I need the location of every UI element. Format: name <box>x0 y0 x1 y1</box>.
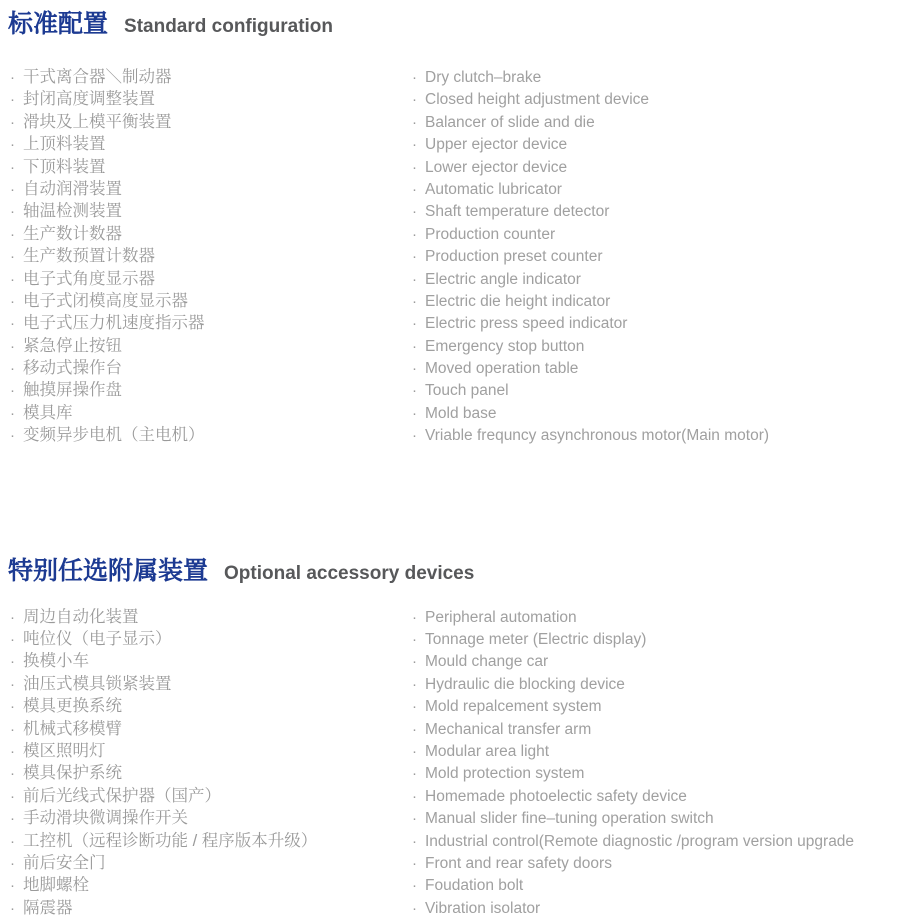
item-text-en: Hydraulic die blocking device <box>425 675 625 693</box>
bullet-icon: · <box>10 203 15 221</box>
item-text-zh: 紧急停止按钮 <box>23 336 122 355</box>
item-cell-zh <box>8 785 410 808</box>
bullet-icon: · <box>412 608 417 626</box>
item-cell-en <box>410 786 905 808</box>
bullet-icon: · <box>10 810 15 828</box>
item-cell-zh <box>8 245 410 268</box>
item-cell-zh <box>8 718 410 741</box>
item-cell-en <box>410 313 905 335</box>
item-cell-en <box>410 898 905 920</box>
item-cell-en <box>410 651 905 673</box>
item-text-en: Peripheral automation <box>425 608 577 626</box>
item-text-en: Tonnage meter (Electric display) <box>425 631 647 649</box>
item-cell-zh <box>8 673 410 696</box>
bullet-icon: · <box>412 675 417 693</box>
item-text-en: Lower ejector device <box>425 158 568 176</box>
config-item-row <box>8 66 905 88</box>
item-cell-zh <box>8 807 410 830</box>
item-text-en: Mold protection system <box>425 765 585 783</box>
item-cell-en <box>410 246 905 268</box>
bullet-icon: · <box>412 653 417 671</box>
config-item-row <box>8 740 905 762</box>
item-cell-en <box>410 134 905 156</box>
item-text-zh: 上顶料装置 <box>23 135 106 154</box>
bullet-icon: · <box>412 631 417 649</box>
item-text-en: Mold base <box>425 404 497 422</box>
bullet-icon: · <box>10 382 15 400</box>
bullet-icon: · <box>10 360 15 378</box>
item-cell-en <box>410 425 905 447</box>
item-text-zh: 变频异步电机（主电机） <box>23 426 205 445</box>
item-text-en: Vibration isolator <box>425 899 541 917</box>
config-item-row <box>8 335 905 357</box>
item-cell-en <box>410 89 905 111</box>
item-text-zh: 换模小车 <box>23 652 89 671</box>
item-text-en: Touch panel <box>425 382 509 400</box>
bullet-icon: · <box>10 608 15 626</box>
item-cell-zh <box>8 695 410 718</box>
item-cell-en <box>410 853 905 875</box>
bullet-icon: · <box>412 69 417 86</box>
item-cell-zh <box>8 88 410 111</box>
bullet-icon: · <box>412 136 417 154</box>
item-text-en: Mold repalcement system <box>425 698 602 716</box>
bullet-icon: · <box>412 360 417 378</box>
item-cell-en <box>410 67 905 89</box>
config-item-row <box>8 357 905 379</box>
item-cell-zh <box>8 156 410 179</box>
item-cell-en <box>410 719 905 741</box>
item-text-zh: 模具保护系统 <box>23 764 122 783</box>
bullet-icon: · <box>10 427 15 445</box>
config-item-row <box>8 88 905 110</box>
item-cell-zh <box>8 852 410 875</box>
item-cell-en <box>410 808 905 830</box>
config-item-row <box>8 874 905 896</box>
item-cell-zh <box>8 66 410 89</box>
item-text-zh: 模区照明灯 <box>23 741 106 760</box>
item-cell-en <box>410 201 905 223</box>
item-text-en: Vriable frequncy asynchronous motor(Main motor) <box>425 427 770 445</box>
bullet-icon: · <box>10 69 15 86</box>
item-cell-zh <box>8 402 410 425</box>
optional-accessory-list <box>8 606 905 919</box>
section-title-en: Standard configuration <box>124 16 334 37</box>
bullet-icon: · <box>10 787 15 805</box>
item-text-zh: 模具更换系统 <box>23 697 122 716</box>
item-text-zh: 工控机（远程诊断功能 / 程序版本升级） <box>23 831 318 850</box>
item-cell-en <box>410 336 905 358</box>
item-text-en: Electric angle indicator <box>425 270 581 288</box>
bullet-icon: · <box>412 427 417 445</box>
item-text-en: Automatic lubricator <box>425 180 562 198</box>
item-cell-en <box>410 380 905 402</box>
section-title-en: Optional accessory devices <box>224 562 475 584</box>
item-text-en: Mould change car <box>425 653 549 671</box>
config-item-row <box>8 111 905 133</box>
config-item-row <box>8 178 905 200</box>
bullet-icon: · <box>10 899 15 917</box>
item-text-zh: 吨位仪（电子显示） <box>23 630 172 649</box>
bullet-icon: · <box>412 270 417 288</box>
item-text-zh: 下顶料装置 <box>23 157 106 176</box>
item-text-en: Production preset counter <box>425 248 603 266</box>
item-text-en: Electric die height indicator <box>425 292 611 310</box>
bullet-icon: · <box>10 698 15 716</box>
bullet-icon: · <box>412 203 417 221</box>
item-cell-en <box>410 112 905 134</box>
item-text-en: Dry clutch–brake <box>425 69 542 86</box>
bullet-icon: · <box>412 180 417 198</box>
item-cell-en <box>410 607 905 629</box>
bullet-icon: · <box>10 404 15 422</box>
bullet-icon: · <box>10 91 15 109</box>
item-text-zh: 电子式闭模高度显示器 <box>23 291 188 310</box>
bullet-icon: · <box>10 675 15 693</box>
bullet-icon: · <box>10 292 15 310</box>
config-item-row <box>8 379 905 401</box>
item-text-en: Industrial control(Remote diagnostic /program version upgrade <box>425 832 855 850</box>
item-cell-zh <box>8 830 410 853</box>
item-cell-zh <box>8 200 410 223</box>
bullet-icon: · <box>10 765 15 783</box>
config-item-row <box>8 606 905 628</box>
bullet-icon: · <box>412 765 417 783</box>
item-cell-zh <box>8 874 410 897</box>
item-cell-zh <box>8 133 410 156</box>
config-item-row <box>8 223 905 245</box>
bullet-icon: · <box>412 742 417 760</box>
item-text-en: Foudation bolt <box>425 877 524 895</box>
item-text-zh: 生产数预置计数器 <box>23 247 155 266</box>
item-text-zh: 移动式操作台 <box>23 359 122 378</box>
item-cell-en <box>410 358 905 380</box>
item-text-en: Balancer of slide and die <box>425 113 595 131</box>
bullet-icon: · <box>10 113 15 131</box>
item-cell-zh <box>8 628 410 651</box>
item-text-en: Homemade photoelectic safety device <box>425 787 687 805</box>
config-item-row <box>8 156 905 178</box>
item-text-zh: 电子式压力机速度指示器 <box>23 314 205 333</box>
config-item-row <box>8 424 905 446</box>
item-cell-en <box>410 224 905 246</box>
section-optional-accessories <box>8 557 905 919</box>
item-text-zh: 前后安全门 <box>23 853 106 872</box>
item-cell-zh <box>8 357 410 380</box>
item-cell-en <box>410 696 905 718</box>
bullet-icon: · <box>10 270 15 288</box>
item-cell-zh <box>8 335 410 358</box>
item-cell-zh <box>8 740 410 763</box>
item-text-zh: 周边自动化装置 <box>23 607 139 626</box>
item-cell-zh <box>8 379 410 402</box>
bullet-icon: · <box>10 337 15 355</box>
config-item-row <box>8 785 905 807</box>
item-text-zh: 手动滑块微调操作开关 <box>23 809 188 828</box>
bullet-icon: · <box>10 653 15 671</box>
config-item-row <box>8 695 905 717</box>
item-text-zh: 前后光线式保护器（国产） <box>23 786 221 805</box>
section-standard-configuration <box>8 10 905 447</box>
bullet-icon: · <box>10 877 15 895</box>
item-text-en: Electric press speed indicator <box>425 315 628 333</box>
item-cell-en <box>410 674 905 696</box>
bullet-icon: · <box>10 720 15 738</box>
item-cell-en <box>410 741 905 763</box>
bullet-icon: · <box>10 315 15 333</box>
item-text-en: Closed height adjustment device <box>425 91 650 109</box>
item-text-zh: 油压式模具锁紧装置 <box>23 674 172 693</box>
item-text-zh: 电子式角度显示器 <box>23 269 155 288</box>
bullet-icon: · <box>412 292 417 310</box>
item-cell-en <box>410 629 905 651</box>
item-cell-zh <box>8 178 410 201</box>
item-text-zh: 封闭高度调整装置 <box>23 90 155 109</box>
config-item-row <box>8 628 905 650</box>
item-text-en: Modular area light <box>425 742 550 760</box>
item-cell-en <box>410 291 905 313</box>
item-text-zh: 触摸屏操作盘 <box>23 381 122 400</box>
bullet-icon: · <box>412 877 417 895</box>
config-item-row <box>8 402 905 424</box>
section-title-zh: 标准配置 <box>8 10 109 38</box>
bullet-icon: · <box>412 899 417 917</box>
item-text-en: Production counter <box>425 225 556 243</box>
item-cell-zh <box>8 290 410 313</box>
section-title-zh: 特别任选附属装置 <box>8 556 209 585</box>
bullet-icon: · <box>10 742 15 760</box>
item-cell-zh <box>8 762 410 785</box>
item-cell-zh <box>8 268 410 291</box>
bullet-icon: · <box>412 698 417 716</box>
config-item-row <box>8 718 905 740</box>
bullet-icon: · <box>412 158 417 176</box>
bullet-icon: · <box>412 248 417 266</box>
config-item-row <box>8 312 905 334</box>
config-item-row <box>8 762 905 784</box>
config-item-row <box>8 852 905 874</box>
config-item-row <box>8 897 905 919</box>
bullet-icon: · <box>412 337 417 355</box>
item-cell-zh <box>8 650 410 673</box>
item-text-en: Manual slider fine–tuning operation switch <box>425 810 714 828</box>
item-text-en: Moved operation table <box>425 360 579 378</box>
config-item-row <box>8 290 905 312</box>
item-text-zh: 滑块及上模平衡装置 <box>23 112 172 131</box>
item-text-en: Front and rear safety doors <box>425 854 612 872</box>
section-header-standard <box>8 10 905 42</box>
item-text-en: Emergency stop button <box>425 337 585 355</box>
item-cell-zh <box>8 223 410 246</box>
item-text-zh: 隔震器 <box>23 898 73 917</box>
bullet-icon: · <box>412 810 417 828</box>
item-text-zh: 机械式移模臂 <box>23 719 122 738</box>
bullet-icon: · <box>10 136 15 154</box>
bullet-icon: · <box>412 91 417 109</box>
config-item-row <box>8 268 905 290</box>
item-text-zh: 干式离合器＼制动器 <box>23 68 172 86</box>
item-text-zh: 地脚螺栓 <box>23 876 89 895</box>
item-text-zh: 生产数计数器 <box>23 224 122 243</box>
config-item-row <box>8 200 905 222</box>
item-text-en: Mechanical transfer arm <box>425 720 592 738</box>
bullet-icon: · <box>412 720 417 738</box>
item-cell-zh <box>8 312 410 335</box>
config-item-row <box>8 133 905 155</box>
item-cell-en <box>410 403 905 425</box>
config-item-row <box>8 673 905 695</box>
bullet-icon: · <box>412 787 417 805</box>
item-text-zh: 自动润滑装置 <box>23 179 122 198</box>
bullet-icon: · <box>10 832 15 850</box>
item-cell-en <box>410 269 905 291</box>
item-text-zh: 模具库 <box>23 403 73 422</box>
item-cell-zh <box>8 897 410 920</box>
bullet-icon: · <box>412 225 417 243</box>
item-cell-en <box>410 875 905 897</box>
bullet-icon: · <box>10 248 15 266</box>
item-text-zh: 轴温检测装置 <box>23 202 122 221</box>
item-cell-en <box>410 763 905 785</box>
item-cell-zh <box>8 424 410 447</box>
bullet-icon: · <box>10 180 15 198</box>
bullet-icon: · <box>10 631 15 649</box>
bullet-icon: · <box>10 158 15 176</box>
item-cell-en <box>410 831 905 853</box>
bullet-icon: · <box>412 315 417 333</box>
item-text-en: Shaft temperature detector <box>425 203 610 221</box>
item-text-en: Upper ejector device <box>425 136 568 154</box>
standard-config-list <box>8 66 905 447</box>
section-header-optional <box>8 557 905 589</box>
bullet-icon: · <box>412 854 417 872</box>
item-cell-zh <box>8 606 410 629</box>
item-cell-en <box>410 179 905 201</box>
bullet-icon: · <box>10 854 15 872</box>
bullet-icon: · <box>412 832 417 850</box>
bullet-icon: · <box>412 113 417 131</box>
bullet-icon: · <box>412 382 417 400</box>
config-item-row <box>8 807 905 829</box>
item-cell-zh <box>8 111 410 134</box>
config-item-row <box>8 650 905 672</box>
bullet-icon: · <box>412 404 417 422</box>
bullet-icon: · <box>10 225 15 243</box>
config-item-row <box>8 830 905 852</box>
config-item-row <box>8 245 905 267</box>
item-cell-en <box>410 157 905 179</box>
